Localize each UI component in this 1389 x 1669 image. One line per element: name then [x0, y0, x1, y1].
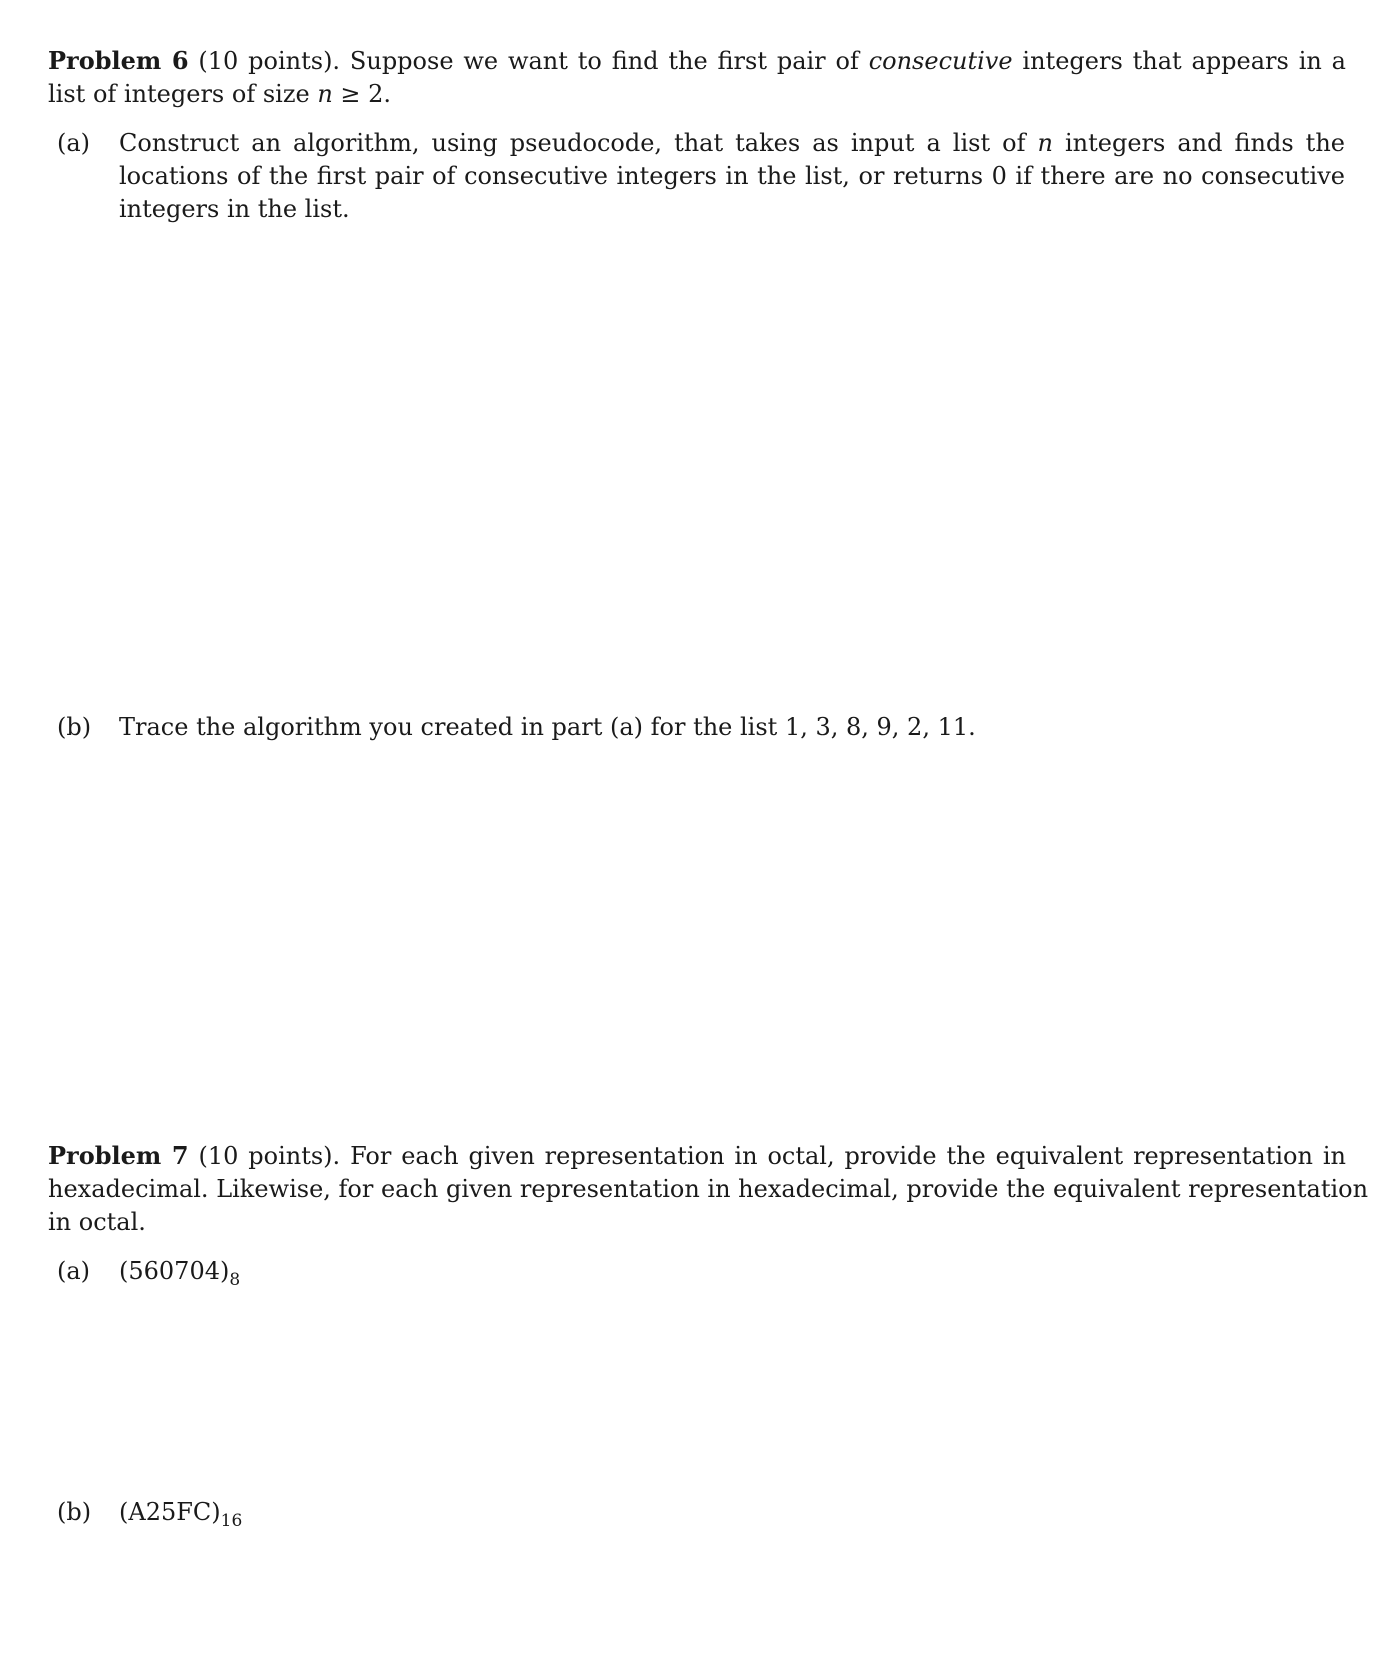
part-b-label: (b): [57, 1498, 92, 1526]
part-b-text: Trace the algorithm you created in part (a) for the list 1, 3, 8, 9, 2, 11.: [119, 713, 976, 741]
problem-6-line-1: [48, 44, 1346, 78]
hex-value: [119, 1496, 1345, 1529]
problem-7-points: (10 points).: [198, 1142, 341, 1170]
math-n: n: [1037, 129, 1053, 157]
part-b-body: [119, 711, 1345, 744]
hex-digits: (A25FC): [119, 1498, 221, 1526]
part-a-text: Construct an algorithm, using pseudocode, that takes as input a list of: [119, 129, 1026, 157]
part-a-label: (a): [57, 1257, 91, 1285]
part-a-text-end: integers and finds the: [1065, 129, 1345, 157]
part-a-line-2: locations of the first pair of consecutive integers in the list, or returns 0 if there are no consecutive: [119, 162, 1345, 190]
problem-6-text-end: integers that appears in a: [1022, 47, 1346, 75]
problem-6-heading: Problem 6: [48, 46, 189, 75]
problem-7-line-3: in octal.: [48, 1208, 146, 1236]
problem-6-part-a: [57, 127, 1347, 226]
part-b-label: (b): [57, 713, 92, 741]
problem-7-part-a: [57, 1255, 1347, 1288]
math-inequality: ≥ 2.: [340, 80, 392, 108]
part-a-line-3: integers in the list.: [119, 195, 350, 223]
problem-6-line-2: [48, 78, 1346, 111]
hex-base: 16: [220, 1511, 243, 1531]
emphasis-consecutive: consecutive: [868, 47, 1013, 75]
problem-6-part-b: [57, 711, 1347, 744]
problem-6-points: (10 points).: [198, 47, 341, 75]
problem-7-line-2: hexadecimal. Likewise, for each given representation in hexadecimal, provide the equivalent representation: [48, 1175, 1369, 1203]
part-a-body: [119, 1255, 1345, 1288]
math-n: n: [317, 80, 333, 108]
part-a-line-1: [119, 127, 1345, 160]
part-a-body: [119, 127, 1345, 226]
problem-6-line-2-text: list of integers of size: [48, 80, 310, 108]
problem-7-text: For each given representation in octal, provide the equivalent representation in: [350, 1142, 1346, 1170]
problem-7-statement: [48, 1139, 1369, 1239]
problem-6-statement: [48, 44, 1346, 111]
problem-6-text: Suppose we want to find the first pair of: [349, 47, 859, 75]
problem-7-line-1: [48, 1139, 1346, 1173]
octal-value: [119, 1255, 1345, 1288]
octal-base: 8: [229, 1270, 241, 1290]
octal-digits: (560704): [119, 1257, 230, 1285]
part-b-body: [119, 1496, 1345, 1529]
problem-7-heading: Problem 7: [48, 1141, 189, 1170]
problem-7-part-b: [57, 1496, 1347, 1529]
part-a-label: (a): [57, 129, 91, 157]
